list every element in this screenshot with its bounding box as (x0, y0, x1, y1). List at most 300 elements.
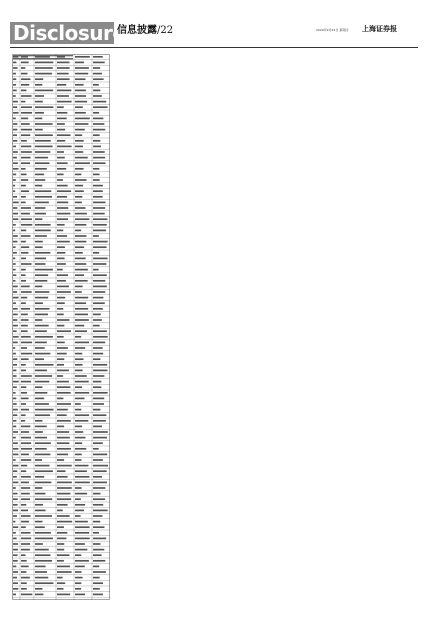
table-cell-text (93, 493, 100, 495)
table-cell-text (13, 532, 16, 534)
table-cell-text (35, 291, 49, 293)
table-cell-text (21, 392, 27, 394)
text-line (13, 58, 73, 59)
table-cell-text (75, 207, 85, 209)
table-cell-text (35, 465, 50, 467)
table-cell-text (75, 230, 81, 232)
table-cell-text (57, 392, 71, 394)
table-cell-text (21, 437, 31, 439)
table-cell-text (13, 308, 18, 310)
table-cell-text (75, 146, 83, 148)
table-cell-text (75, 515, 81, 517)
table-cell-text (13, 358, 17, 360)
table-cell-text (57, 336, 64, 338)
table-cell-text (21, 62, 29, 64)
table-cell-text (75, 101, 87, 103)
section-title (117, 24, 173, 38)
table-cell-text (75, 375, 87, 377)
table-cell-text (21, 577, 30, 579)
table-cell-text (21, 129, 32, 131)
table-cell-text (21, 112, 32, 114)
table-cell-text (57, 347, 68, 349)
table-cell-text (21, 414, 26, 416)
table-cell-text (35, 543, 43, 545)
table-cell-text (75, 381, 89, 383)
table-cell-text (35, 470, 53, 472)
table-cell-text (93, 112, 99, 114)
table-cell-text (93, 538, 106, 540)
table-cell-text (35, 515, 52, 517)
table-cell-text (57, 123, 65, 125)
table-cell-text (57, 515, 70, 517)
table-cell-text (21, 101, 25, 103)
fund-info-table-grid (113, 210, 210, 470)
table-cell-text (93, 532, 99, 534)
table-cell-text (75, 90, 86, 92)
table-cell-text (13, 398, 16, 400)
table-cell-text (57, 106, 64, 108)
table-cell-text (13, 342, 18, 344)
table-cell-text (75, 123, 88, 125)
table-cell-text (75, 336, 81, 338)
table-cell-text (21, 174, 27, 176)
table-cell-text (13, 386, 17, 388)
table-cell-text (21, 582, 27, 584)
table-cell-text (93, 157, 105, 159)
table-cell-text (35, 353, 50, 355)
table-cell-text (75, 78, 85, 80)
table-cell-text (21, 498, 30, 500)
table-cell-text (93, 297, 103, 299)
table-cell-text (57, 235, 67, 237)
table-cell-text (21, 246, 29, 248)
table-cell-text (13, 269, 16, 271)
table-cell-text (21, 263, 32, 265)
table-cell-text (13, 151, 18, 153)
table-cell-text (35, 185, 42, 187)
table-cell-text (75, 549, 87, 551)
table-cell-text (13, 549, 18, 551)
table-cell-text (57, 454, 68, 456)
table-cell-text (75, 263, 86, 265)
table-cell-text (75, 448, 86, 450)
table-cell-text (93, 269, 99, 271)
table-cell-text (57, 386, 70, 388)
table-cell-text (57, 196, 67, 198)
table-cell-text (57, 594, 70, 596)
table-cell-text (13, 448, 18, 450)
table-cell-text (57, 185, 68, 187)
table-cell-text (93, 526, 104, 528)
table-cell-text (93, 347, 103, 349)
table-cell-text (57, 437, 70, 439)
table-cell-text (93, 246, 107, 248)
table-cell-text (35, 493, 45, 495)
table-cell-text (21, 319, 29, 321)
table-cell-text (75, 106, 83, 108)
table-cell-text (57, 342, 65, 344)
table-cell-text (57, 218, 68, 220)
table-cell-text (93, 190, 103, 192)
table-cell-text (35, 526, 45, 528)
table-cell-text (75, 521, 88, 523)
table-cell-text (93, 196, 103, 198)
table-cell-text (21, 67, 25, 69)
table-cell-text (13, 577, 17, 579)
table-cell-text (57, 157, 65, 159)
table-cell-text (75, 532, 89, 534)
table-cell-text (21, 420, 25, 422)
table-cell-text (93, 543, 100, 545)
table-cell-text (93, 106, 108, 108)
table-cell-text (57, 207, 68, 209)
table-cell-text (35, 381, 49, 383)
masthead (10, 20, 418, 48)
table-cell-text (21, 521, 29, 523)
table-cell-text (21, 370, 26, 372)
masthead-rule (10, 47, 418, 48)
table-cell-text (35, 263, 45, 265)
table-cell-text (21, 526, 26, 528)
table-cell-text (75, 560, 89, 562)
table-cell-text (35, 297, 48, 299)
table-cell-text (93, 302, 105, 304)
table-cell-text (93, 521, 100, 523)
table-cell-text (57, 403, 71, 405)
table-cell-text (13, 207, 17, 209)
table-cell-text (57, 442, 69, 444)
table-cell-text (57, 319, 69, 321)
table-cell-text (75, 286, 83, 288)
table-cell-text (13, 510, 18, 512)
table-cell-text (57, 280, 66, 282)
table-cell-text (57, 448, 71, 450)
table-cell-text (21, 381, 31, 383)
table-cell-text (75, 588, 81, 590)
section-name: 信息披露 (117, 25, 157, 36)
table-cell-text (21, 330, 28, 332)
table-cell-text (13, 263, 16, 265)
table-cell-text (75, 56, 90, 58)
table-cell-text (13, 168, 18, 170)
table-cell-text (93, 274, 107, 276)
table-cell-text (35, 347, 45, 349)
table-cell-text (93, 207, 105, 209)
table-cell-text (75, 235, 86, 237)
table-cell-text (75, 577, 83, 579)
table-cell-text (75, 291, 82, 293)
table-cell-text (57, 62, 70, 64)
table-cell-text (13, 459, 16, 461)
issue-date: 2020年9月24日 星期四 (316, 28, 349, 32)
table-cell-text (21, 588, 27, 590)
table-cell-text (35, 560, 52, 562)
table-cell-text (75, 459, 81, 461)
table-cell-text (35, 476, 44, 478)
table-cell-text (21, 448, 32, 450)
table-cell-text (93, 56, 103, 58)
table-cell-text (75, 297, 88, 299)
table-cell-text (93, 510, 108, 512)
table-cell-text (21, 538, 31, 540)
table-cell-text (21, 56, 28, 58)
table-cell-text (35, 330, 47, 332)
announcement-right (313, 54, 417, 610)
table-cell-text (57, 230, 63, 232)
table-cell-text (21, 196, 26, 198)
table-cell-text (57, 146, 72, 148)
table-cell-text (93, 258, 108, 260)
table-cell-text (57, 554, 69, 556)
table-cell-text (75, 269, 88, 271)
table-cell-text (57, 162, 68, 164)
table-cell-text (21, 224, 32, 226)
table-cell-text (75, 325, 84, 327)
table-cell-text (93, 476, 102, 478)
table-cell-text (21, 532, 31, 534)
table-cell-text (57, 521, 72, 523)
table-cell-text (57, 577, 63, 579)
table-cell-text (93, 140, 100, 142)
table-cell-text (35, 308, 49, 310)
table-cell-text (57, 426, 64, 428)
table-cell-text (75, 330, 87, 332)
table-cell-text (75, 252, 83, 254)
table-cell-text (35, 386, 42, 388)
table-cell-text (35, 364, 54, 366)
table-cell-text (75, 476, 89, 478)
announcement-text-lines (213, 54, 310, 610)
table-cell-text (21, 482, 29, 484)
table-cell-text (57, 370, 69, 372)
table-cell-text (93, 560, 105, 562)
table-cell-text (35, 90, 53, 92)
table-cell-text (93, 134, 100, 136)
table-cell-text (75, 118, 90, 120)
member-table-left (12, 54, 110, 610)
table-cell-text (75, 538, 90, 540)
table-cell-text (13, 487, 16, 489)
table-cell-text (13, 560, 18, 562)
table-cell-text (13, 493, 18, 495)
table-cell-text (93, 577, 100, 579)
table-cell-text (13, 297, 19, 299)
table-cell-text (13, 381, 19, 383)
table-cell-text (13, 67, 18, 69)
table-cell-text (93, 252, 99, 254)
table-cell-text (35, 78, 43, 80)
table-cell-text (75, 487, 82, 489)
table-cell-text (21, 431, 29, 433)
table-cell-text (21, 123, 30, 125)
table-cell-text (13, 566, 16, 568)
table-cell-text (21, 515, 31, 517)
table-cell-text (21, 325, 28, 327)
table-cell-text (35, 218, 42, 220)
table-cell-text (35, 168, 47, 170)
table-cell-text (35, 588, 42, 590)
table-cell-text (35, 554, 50, 556)
page-number: /22 (157, 25, 174, 36)
table-cell-text (93, 414, 106, 416)
table-cell-text (75, 213, 87, 215)
table-cell-text (13, 258, 15, 260)
table-cell-text (35, 521, 42, 523)
table-cell-text (75, 594, 85, 596)
table-cell-text (75, 112, 86, 114)
table-cell-text (57, 213, 70, 215)
table-cell-text (93, 185, 103, 187)
table-cell-text (93, 465, 108, 467)
table-cell-text (13, 330, 17, 332)
table-cell-text (35, 67, 53, 69)
table-cell-text (75, 342, 89, 344)
table-cell-text (93, 101, 106, 103)
table-cell-text (57, 101, 72, 103)
table-cell-text (35, 358, 44, 360)
table-cell-text (21, 504, 26, 506)
table-cell-text (57, 263, 66, 265)
table-cell-text (21, 510, 28, 512)
table-cell-text (75, 129, 85, 131)
table-cell-text (21, 549, 30, 551)
table-cell-text (57, 90, 71, 92)
table-cell-text (75, 174, 81, 176)
table-cell-text (35, 454, 50, 456)
table-cell-text (13, 504, 18, 506)
table-cell-text (21, 185, 26, 187)
table-cell-text (35, 224, 51, 226)
table-cell-text (13, 364, 17, 366)
table-cell-text (93, 123, 104, 125)
table-cell-text (57, 543, 64, 545)
table-cell-text (93, 230, 106, 232)
table-cell-text (75, 179, 87, 181)
table-cell-text (13, 426, 16, 428)
table-cell-text (35, 190, 51, 192)
table-cell-text (13, 454, 18, 456)
table-cell-text (57, 381, 69, 383)
table-cell-text (21, 560, 27, 562)
table-cell-text (13, 476, 17, 478)
table-cell-text (93, 90, 100, 92)
table-cell-text (75, 364, 83, 366)
table-cell-text (75, 134, 82, 136)
table-cell-text (93, 263, 106, 265)
table-cell-text (13, 526, 18, 528)
table-cell-text (35, 174, 44, 176)
table-cell-text (93, 364, 107, 366)
table-cell-text (75, 314, 88, 316)
table-cell-text (21, 403, 26, 405)
table-cell-text (13, 106, 17, 108)
table-cell-text (13, 241, 17, 243)
table-cell-text (93, 515, 102, 517)
table-cell-text (57, 224, 65, 226)
table-cell-text (93, 67, 100, 69)
table-cell-text (57, 174, 64, 176)
table-cell-text (13, 353, 16, 355)
table-cell-text (57, 274, 68, 276)
table-cell-text (57, 420, 71, 422)
table-cell-text (13, 230, 15, 232)
table-cell-text (35, 504, 43, 506)
table-cell-text (75, 398, 85, 400)
table-cell-text (75, 218, 89, 220)
table-cell-text (93, 146, 101, 148)
table-cell-text (57, 549, 64, 551)
table-cell-text (21, 269, 26, 271)
table-cell-text (21, 280, 26, 282)
table-cell-text (93, 202, 106, 204)
table-cell-text (35, 420, 42, 422)
table-cell-text (13, 498, 18, 500)
table-cell-text (57, 476, 68, 478)
table-cell-text (93, 286, 107, 288)
table-cell-text (35, 112, 44, 114)
table-cell-text (35, 325, 49, 327)
table-cell-text (75, 386, 82, 388)
table-cell-text (35, 431, 43, 433)
table-cell-text (21, 454, 29, 456)
table-cell-text (93, 370, 107, 372)
table-cell-text (35, 442, 51, 444)
table-cell-text (57, 353, 67, 355)
table-cell-text (13, 56, 18, 58)
table-cell-text (57, 532, 67, 534)
table-cell-text (75, 308, 88, 310)
table-cell-text (21, 168, 26, 170)
table-cell-text (13, 319, 17, 321)
table-cell-text (21, 274, 26, 276)
table-cell-text (13, 314, 18, 316)
table-cell-text (13, 235, 18, 237)
table-cell-text (75, 151, 83, 153)
table-cell-text (13, 409, 18, 411)
table-cell-text (13, 336, 19, 338)
table-cell-text (75, 224, 86, 226)
table-cell-text (21, 375, 32, 377)
table-cell-text (75, 358, 84, 360)
table-cell-text (35, 230, 51, 232)
table-cell-text (35, 286, 42, 288)
table-cell-text (93, 409, 100, 411)
table-cell-text (35, 246, 43, 248)
table-cell-text (35, 162, 49, 164)
table-cell-text (93, 403, 104, 405)
table-cell-text (93, 162, 106, 164)
table-cell-text (35, 594, 43, 596)
table-cell-text (93, 235, 99, 237)
table-cell-text (13, 465, 19, 467)
table-cell-text (93, 336, 108, 338)
table-cell-text (13, 95, 16, 97)
table-cell-text (75, 347, 85, 349)
table-cell-text (21, 146, 31, 148)
table-cell-text (35, 549, 49, 551)
table-cell-text (13, 302, 16, 304)
table-cell-text (21, 291, 32, 293)
table-cell-text (21, 95, 32, 97)
table-cell-text (93, 314, 101, 316)
table-cell-text (35, 274, 48, 276)
table-cell-text (57, 151, 64, 153)
table-cell-text (75, 493, 87, 495)
table-cell-text (13, 325, 18, 327)
table-cell-text (21, 151, 32, 153)
table-cell-text (75, 202, 82, 204)
table-cell-text (35, 375, 52, 377)
